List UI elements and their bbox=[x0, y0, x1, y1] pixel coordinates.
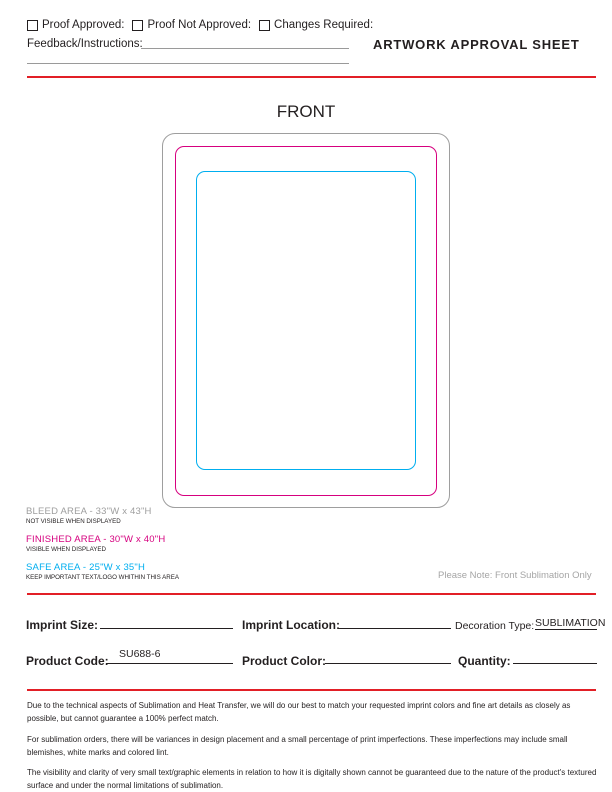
product-color-label: Product Color: bbox=[242, 654, 326, 668]
bleed-area-subtitle: NOT VISIBLE WHEN DISPLAYED bbox=[26, 518, 121, 525]
changes-required-option[interactable] bbox=[259, 19, 373, 31]
finished-area-subtitle: VISIBLE WHEN DISPLAYED bbox=[26, 546, 107, 553]
changes-required-label: Changes Required: bbox=[274, 19, 374, 31]
safe-area-frame bbox=[196, 171, 416, 470]
top-divider bbox=[27, 76, 596, 78]
product-code-value: SU688-6 bbox=[119, 648, 161, 660]
bottom-divider bbox=[27, 689, 596, 691]
proof-not-approved-label: Proof Not Approved: bbox=[147, 19, 252, 31]
disclaimer-paragraph: For sublimation orders, there will be variances in design placement and a small percentage of print imperfections. These imperfections may include small blemishes, white marks and colored lint. bbox=[27, 735, 568, 757]
proof-approved-label: Proof Approved: bbox=[42, 19, 125, 31]
sublimation-note: Please Note: Front Sublimation Only bbox=[438, 570, 592, 581]
bleed-area-legend bbox=[26, 506, 152, 525]
proof-not-approved-option[interactable] bbox=[132, 19, 251, 31]
quantity-field[interactable] bbox=[513, 663, 597, 664]
product-code-label: Product Code: bbox=[26, 654, 109, 668]
approval-options bbox=[27, 19, 381, 31]
feedback-label: Feedback/Instructions: bbox=[27, 38, 143, 50]
safe-area-subtitle: KEEP IMPORTANT TEXT/LOGO WHITHIN THIS AREA bbox=[26, 574, 179, 581]
disclaimer-paragraph: Due to the technical aspects of Sublimation and Heat Transfer, we will do our best to match your requested imprint colors and fine art details as closely as possible, but cannot guarantee a 100% perfect match. bbox=[27, 701, 571, 723]
product-code-field[interactable] bbox=[106, 663, 233, 664]
safe-area-title: SAFE AREA - 25"W x 35"H bbox=[26, 562, 146, 573]
imprint-location-label: Imprint Location: bbox=[242, 618, 340, 632]
finished-area-legend bbox=[26, 534, 165, 553]
product-color-field[interactable] bbox=[325, 663, 451, 664]
quantity-label: Quantity: bbox=[458, 654, 511, 668]
imprint-location-field[interactable] bbox=[338, 628, 451, 629]
feedback-input-line[interactable] bbox=[141, 48, 349, 49]
decoration-type-label: Decoration Type: bbox=[455, 620, 535, 632]
imprint-size-label: Imprint Size: bbox=[26, 618, 99, 632]
sheet-title: ARTWORK APPROVAL SHEET bbox=[373, 37, 580, 52]
bleed-area-title: BLEED AREA - 33"W x 43"H bbox=[26, 506, 152, 517]
feedback-input-line-2[interactable] bbox=[27, 63, 349, 64]
safe-area-legend bbox=[26, 562, 179, 581]
decoration-type-value: SUBLIMATION bbox=[535, 617, 606, 629]
disclaimer-paragraph: The visibility and clarity of very small text/graphic elements in relation to how it is digitally shown cannot be guaranteed due to the nature of the product's textured surface and under the normal limitations of sublimation. bbox=[27, 768, 597, 790]
changes-required-checkbox[interactable] bbox=[259, 20, 270, 31]
decoration-type-field[interactable] bbox=[535, 629, 597, 630]
proof-approved-checkbox[interactable] bbox=[27, 20, 38, 31]
middle-divider bbox=[27, 593, 596, 595]
proof-not-approved-checkbox[interactable] bbox=[132, 20, 143, 31]
finished-area-title: FINISHED AREA - 30"W x 40"H bbox=[26, 534, 166, 545]
proof-approved-option[interactable] bbox=[27, 19, 124, 31]
front-label: FRONT bbox=[276, 102, 336, 121]
imprint-size-field[interactable] bbox=[100, 628, 233, 629]
